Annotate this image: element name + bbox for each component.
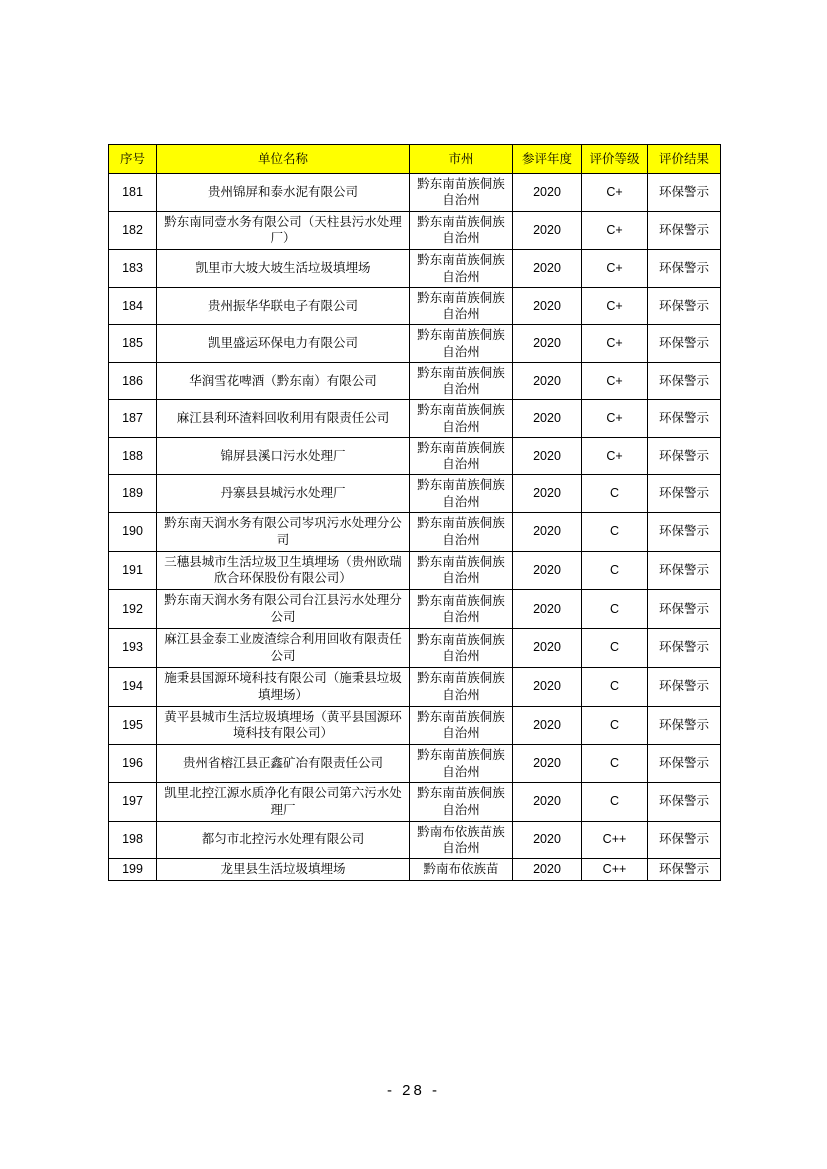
cell-grade: C [582, 706, 648, 745]
cell-result: 环保警示 [648, 437, 721, 475]
cell-grade: C [582, 590, 648, 629]
cell-result: 环保警示 [648, 821, 721, 859]
cell-result: 环保警示 [648, 287, 721, 325]
column-header-result: 评价结果 [648, 145, 721, 174]
cell-year: 2020 [513, 512, 582, 551]
cell-year: 2020 [513, 400, 582, 438]
cell-index: 189 [109, 475, 157, 513]
cell-result: 环保警示 [648, 325, 721, 363]
cell-city: 黔南布依族苗族自治州 [410, 821, 513, 859]
cell-unit-name: 都匀市北控污水处理有限公司 [157, 821, 410, 859]
table-row [109, 859, 721, 881]
cell-grade: C+ [582, 250, 648, 288]
cell-unit-name: 华润雪花啤酒（黔东南）有限公司 [157, 362, 410, 400]
cell-unit-name: 贵州省榕江县正鑫矿冶有限责任公司 [157, 745, 410, 783]
table-row [109, 667, 721, 706]
cell-result: 环保警示 [648, 250, 721, 288]
cell-city: 黔东南苗族侗族自治州 [410, 362, 513, 400]
cell-index: 193 [109, 629, 157, 668]
table-header [109, 145, 721, 174]
cell-year: 2020 [513, 174, 582, 212]
evaluation-table [108, 144, 721, 881]
cell-unit-name: 黔东南天润水务有限公司台江县污水处理分公司 [157, 590, 410, 629]
cell-city: 黔南布依族苗 [410, 859, 513, 881]
cell-grade: C [582, 512, 648, 551]
cell-city: 黔东南苗族侗族自治州 [410, 667, 513, 706]
cell-index: 182 [109, 211, 157, 250]
cell-result: 环保警示 [648, 629, 721, 668]
table-row [109, 551, 721, 590]
cell-city: 黔东南苗族侗族自治州 [410, 590, 513, 629]
column-header-city: 市州 [410, 145, 513, 174]
table-row [109, 437, 721, 475]
cell-result: 环保警示 [648, 475, 721, 513]
cell-index: 184 [109, 287, 157, 325]
column-header-index: 序号 [109, 145, 157, 174]
cell-index: 198 [109, 821, 157, 859]
table-row [109, 325, 721, 363]
cell-unit-name: 凯里市大坡大坡生活垃圾填埋场 [157, 250, 410, 288]
table-body [109, 174, 721, 881]
cell-year: 2020 [513, 362, 582, 400]
cell-grade: C+ [582, 287, 648, 325]
table-row [109, 745, 721, 783]
cell-city: 黔东南苗族侗族自治州 [410, 174, 513, 212]
cell-city: 黔东南苗族侗族自治州 [410, 475, 513, 513]
cell-year: 2020 [513, 250, 582, 288]
cell-city: 黔东南苗族侗族自治州 [410, 437, 513, 475]
cell-result: 环保警示 [648, 211, 721, 250]
page-number: - 28 - [386, 1082, 440, 1099]
cell-year: 2020 [513, 551, 582, 590]
cell-year: 2020 [513, 745, 582, 783]
cell-year: 2020 [513, 706, 582, 745]
cell-result: 环保警示 [648, 512, 721, 551]
cell-city: 黔东南苗族侗族自治州 [410, 745, 513, 783]
cell-index: 187 [109, 400, 157, 438]
cell-grade: C [582, 475, 648, 513]
cell-grade: C+ [582, 211, 648, 250]
cell-unit-name: 龙里县生活垃圾填埋场 [157, 859, 410, 881]
cell-result: 环保警示 [648, 551, 721, 590]
cell-year: 2020 [513, 325, 582, 363]
cell-index: 181 [109, 174, 157, 212]
cell-city: 黔东南苗族侗族自治州 [410, 512, 513, 551]
cell-grade: C [582, 629, 648, 668]
cell-unit-name: 麻江县金泰工业废渣综合利用回收有限责任公司 [157, 629, 410, 668]
table-row [109, 821, 721, 859]
evaluation-table-container [108, 144, 720, 881]
cell-city: 黔东南苗族侗族自治州 [410, 287, 513, 325]
cell-unit-name: 麻江县利环渣料回收利用有限责任公司 [157, 400, 410, 438]
cell-grade: C [582, 667, 648, 706]
cell-grade: C+ [582, 362, 648, 400]
cell-city: 黔东南苗族侗族自治州 [410, 250, 513, 288]
cell-city: 黔东南苗族侗族自治州 [410, 629, 513, 668]
cell-index: 191 [109, 551, 157, 590]
cell-year: 2020 [513, 475, 582, 513]
cell-result: 环保警示 [648, 174, 721, 212]
column-header-grade: 评价等级 [582, 145, 648, 174]
cell-year: 2020 [513, 287, 582, 325]
cell-result: 环保警示 [648, 782, 721, 821]
table-row [109, 590, 721, 629]
table-row [109, 211, 721, 250]
cell-city: 黔东南苗族侗族自治州 [410, 211, 513, 250]
cell-result: 环保警示 [648, 706, 721, 745]
cell-grade: C++ [582, 821, 648, 859]
cell-index: 185 [109, 325, 157, 363]
cell-grade: C+ [582, 174, 648, 212]
cell-unit-name: 黔东南天润水务有限公司岑巩污水处理分公司 [157, 512, 410, 551]
cell-unit-name: 丹寨县县城污水处理厂 [157, 475, 410, 513]
cell-grade: C [582, 782, 648, 821]
cell-index: 199 [109, 859, 157, 881]
cell-index: 186 [109, 362, 157, 400]
table-row [109, 362, 721, 400]
table-row [109, 174, 721, 212]
cell-result: 环保警示 [648, 590, 721, 629]
cell-grade: C [582, 745, 648, 783]
cell-grade: C [582, 551, 648, 590]
cell-year: 2020 [513, 782, 582, 821]
cell-grade: C+ [582, 325, 648, 363]
column-header-unit-name: 单位名称 [157, 145, 410, 174]
cell-unit-name: 三穗县城市生活垃圾卫生填埋场（贵州欧瑞欣合环保股份有限公司） [157, 551, 410, 590]
cell-grade: C+ [582, 400, 648, 438]
cell-city: 黔东南苗族侗族自治州 [410, 551, 513, 590]
table-row [109, 512, 721, 551]
table-row [109, 629, 721, 668]
table-row [109, 475, 721, 513]
table-row [109, 250, 721, 288]
cell-result: 环保警示 [648, 667, 721, 706]
cell-unit-name: 锦屏县溪口污水处理厂 [157, 437, 410, 475]
cell-city: 黔东南苗族侗族自治州 [410, 782, 513, 821]
cell-year: 2020 [513, 211, 582, 250]
cell-index: 194 [109, 667, 157, 706]
table-row [109, 400, 721, 438]
cell-year: 2020 [513, 821, 582, 859]
table-row [109, 782, 721, 821]
cell-index: 192 [109, 590, 157, 629]
cell-unit-name: 黔东南同壹水务有限公司（天柱县污水处理厂） [157, 211, 410, 250]
cell-unit-name: 凯里盛运环保电力有限公司 [157, 325, 410, 363]
cell-unit-name: 贵州锦屏和泰水泥有限公司 [157, 174, 410, 212]
cell-grade: C++ [582, 859, 648, 881]
cell-unit-name: 黄平县城市生活垃圾填埋场（黄平县国源环境科技有限公司） [157, 706, 410, 745]
cell-city: 黔东南苗族侗族自治州 [410, 325, 513, 363]
table-row [109, 287, 721, 325]
cell-city: 黔东南苗族侗族自治州 [410, 706, 513, 745]
cell-unit-name: 施秉县国源环境科技有限公司（施秉县垃圾填埋场） [157, 667, 410, 706]
cell-result: 环保警示 [648, 745, 721, 783]
table-header-row [109, 145, 721, 174]
cell-index: 188 [109, 437, 157, 475]
cell-year: 2020 [513, 859, 582, 881]
cell-result: 环保警示 [648, 400, 721, 438]
table-row [109, 706, 721, 745]
cell-result: 环保警示 [648, 362, 721, 400]
cell-index: 183 [109, 250, 157, 288]
cell-index: 197 [109, 782, 157, 821]
cell-year: 2020 [513, 629, 582, 668]
cell-unit-name: 凯里北控江源水质净化有限公司第六污水处理厂 [157, 782, 410, 821]
cell-index: 195 [109, 706, 157, 745]
cell-year: 2020 [513, 437, 582, 475]
cell-year: 2020 [513, 667, 582, 706]
cell-result: 环保警示 [648, 859, 721, 881]
cell-unit-name: 贵州振华华联电子有限公司 [157, 287, 410, 325]
cell-city: 黔东南苗族侗族自治州 [410, 400, 513, 438]
cell-grade: C+ [582, 437, 648, 475]
cell-year: 2020 [513, 590, 582, 629]
column-header-year: 参评年度 [513, 145, 582, 174]
cell-index: 196 [109, 745, 157, 783]
cell-index: 190 [109, 512, 157, 551]
